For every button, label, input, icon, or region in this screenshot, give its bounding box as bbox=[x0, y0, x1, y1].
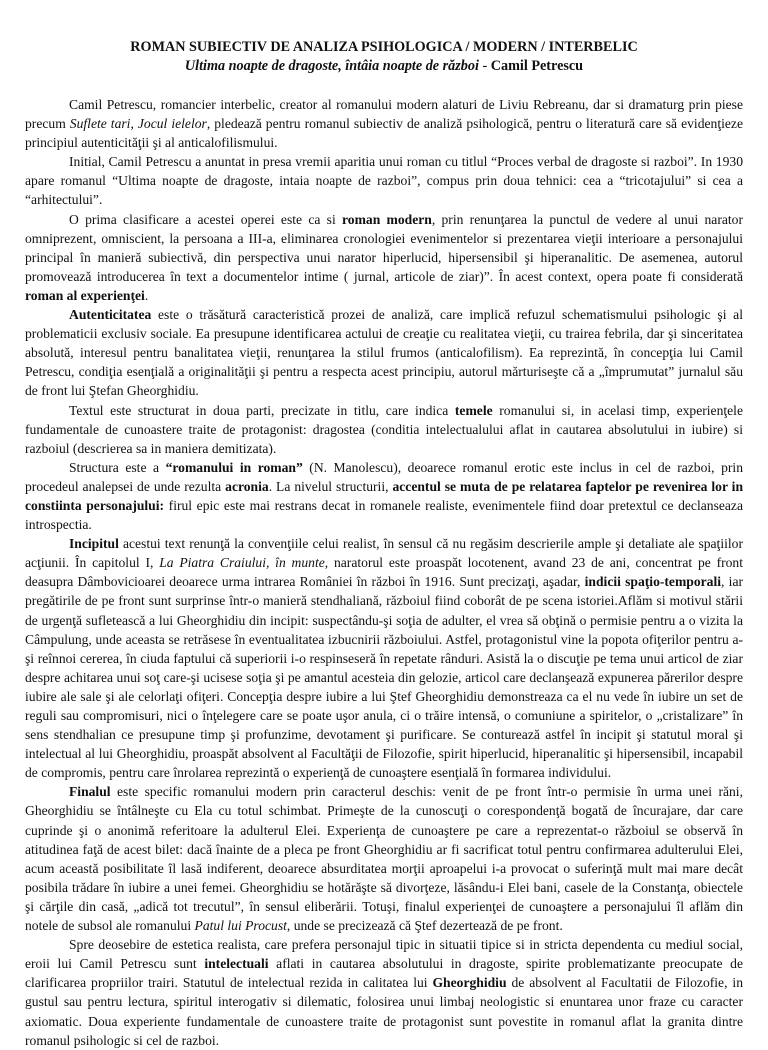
text-run: . bbox=[144, 287, 149, 303]
author-name: Camil Petrescu bbox=[490, 58, 584, 74]
paragraph bbox=[25, 401, 743, 458]
paragraph bbox=[25, 95, 743, 152]
text-run: firul epic este mai restrans decat in romanele realiste, evenimentele fiind doar pretextul ce declanseaza introspectia. bbox=[25, 497, 744, 533]
text-run: , naratorul este proaspăt locotenent, avand 23 de ani, concentrat pe front deasupra Dâmbovicioarei deoarece urma intrarea României în război în 1916. Sunt precizaţi, aşadar, bbox=[25, 555, 743, 590]
bold-text: Incipitul bbox=[69, 536, 119, 552]
subtitle-separator: - bbox=[478, 58, 491, 74]
bold-text: accentul se muta de pe relatarea faptelor pe revenirea lor in constiinta personajului: bbox=[25, 478, 744, 513]
paragraph bbox=[25, 305, 743, 400]
text-run: Initial, Camil Petrescu a anuntat in presa vremii aparitia unui roman cu titlul “Proces verbal de dragoste si razboi”. In 1930 apare romanul “Ultima noapte de dragoste, intaia noapte de razboi”, compus prin doua tehnici: cea a “tricotajului” si cea a “arhitectului”. bbox=[25, 154, 743, 208]
text-run: (N. Manolescu), deoarece romanul erotic este inclus in cel de razboi, prin procedeul analepsei de unde rezulta bbox=[25, 459, 743, 494]
paragraph bbox=[25, 534, 743, 782]
paragraph bbox=[25, 935, 743, 1050]
text-run: Structura este a bbox=[69, 459, 166, 475]
document-title: ROMAN SUBIECTIV DE ANALIZA PSIHOLOGICA / MODERN / INTERBELIC bbox=[130, 39, 638, 55]
bold-text: acronia bbox=[225, 478, 269, 494]
italic-text: La Piatra Craiului, în munte bbox=[159, 555, 325, 571]
text-run: este specific romanului modern prin caracterul deschis: venit de pe front într-o permisie în urma unei răni, Gheorghidiu se întâlneşte cu Ela cu totul schimbat. Primeşte de la cunoscuţi o corespondenţă bogată de încurajare, dar care cuprinde şi o anonimă referitoare la adulterul Elei. Experienţa de cunoaştere pe care a reprezentat-o războiul se observă în atitudinea faţă de acest bilet: dacă înainte de a pleca pe front Gheorghidiu ar fi sacrificat totul pentru confirmarea adulterului Elei, acum această posibilitate îl lasă indiferent, deoarece absurditatea morţii aproapelui i-a provocat o suferinţă mult mai mare decât posibila trădare în iubire a unei femei. Gheorghidiu se hotărăşte să divorţeze, lăsându-i Elei bani, casele de la Constanţa, obiectele şi cărţile din casă, „adică tot trecutul”, în sensul eliberării. Totuşi, finalul experienţei de cunoaştere a personajului îl aflăm din notele de subsol ale romanului bbox=[25, 784, 743, 934]
italic-text: Suflete tari, Jocul ielelor bbox=[69, 116, 207, 132]
paragraph bbox=[25, 458, 743, 534]
text-run: este o trăsătură caracteristică prozei de analiză, care implică refuzul schematismului psihologic şi al problematicii exclusiv sociale. Ea presupune identificarea actului de creaţie cu realitatea vieţii, cu trairea febrila, dar şi sinceritatea absolută, interesul pentru banalitatea vieţii, renunţarea la stilul frumos (anticalofilism). Ea reprezintă, în concepţia lui Camil Petrescu, condiţia esenţială a originalităţii şi pentru a respecta acest principiu, autorul mărturiseşte că a „împrumutat” jurnalul său de front lui Ştefan Gheorghidiu. bbox=[25, 307, 743, 399]
bold-text: Autenticitatea bbox=[69, 307, 152, 323]
bold-text: indicii spaţio-temporali bbox=[584, 574, 722, 590]
text-run: , unde se precizează că Ştef dezertează de pe front. bbox=[286, 918, 563, 934]
work-title: Ultima noapte de dragoste, întâia noapte de război bbox=[184, 58, 479, 74]
text-run: de absolvent al Facultatii de Filozofie, in gustul sau pentru lectura, spiritul interogativ si dilematic, folosirea unui limbaj neologistic si enuntarea unor fraze cu caracter axiomatic. Doua experiente fundamentale de cunoastere traite de protagonist sunt povestite in romanul aflat la granita dintre romanul psihologic si cel de razboi. bbox=[25, 975, 743, 1048]
text-run: , prin renunţarea la punctul de vedere al unui narator omniprezent, omniscient, la persoana a III-a, eliminarea cronologiei evenimentelor si prezentarea vieţii interioare a personajului principal în manieră subiectivă, din perspectiva unui narator hiperlucid, hipersensibil şi hiperanalitic. De asemenea, autorul promovează introducerea în text a documentelor intime ( jurnal, articole de ziar)”. În acest context, opera poate fi considerată bbox=[25, 211, 743, 284]
text-run: Camil Petrescu, romancier interbelic, creator al romanului modern alaturi de Liviu Rebreanu, dar si dramaturg prin piese precum bbox=[25, 97, 743, 132]
bold-text: Gheorghidiu bbox=[432, 975, 507, 991]
bold-text: “romanului in roman” bbox=[165, 459, 303, 475]
text-run: aflati in cautarea absolutului in dragoste, spirite problematizante preocupate de clarificarea propriilor trairi. Statutul de intelectual rezida in calitatea lui bbox=[25, 956, 743, 991]
bold-text: Finalul bbox=[69, 784, 111, 800]
text-run: , pledează pentru romanul subiectiv de analiză psihologică, pentru o literatură care să evidenţieze principiul autenticităţii şi al anticalofilismului. bbox=[25, 116, 743, 151]
bold-text: roman modern bbox=[342, 211, 432, 227]
text-run: . La nivelul structurii, bbox=[268, 478, 393, 494]
italic-text: Patul lui Procust bbox=[194, 918, 287, 934]
bold-text: roman al experienţei bbox=[25, 287, 145, 303]
bold-text: intelectuali bbox=[204, 956, 269, 972]
text-run: O prima clasificare a acestei operei este ca si bbox=[69, 211, 342, 227]
text-run: , iar pregătirile de pe front sunt surprinse într-o manieră stendhaliană, războiul fiind coborât de pe scena istoriei.Aflăm si motivul stării de urgenţă sufletească a lui Gheorghidiu din incipit: suspectându-şi soţia de adulter, el vrea să obţină o permisie pentru a o vizita la Câmpulung, unde aceasta se retrăsese în eventualitatea izbucnirii războiului. Astfel, protagonistul vine la popota ofiţerilor pentru a-şi reînnoi cererea, în ciuda faptului că superiorii i-o respinseseră în repetate rânduri. Asistă la o discuţie pe tema unui articol de ziar despre achitarea unui soţ care-şi ucisese soţia şi pe amantul acesteia din gelozie, articol care declanşează expunerea părerilor despre iubire ale sale şi ale celorlaţi ofiţeri. Concepţia despre iubire a lui Ştef Gheorghidiu demonstreaza ca el nu vede în iubire un set de reguli sau compromisuri, nici o înţelegere care se poate uşor anula, ci o trăire intensă, o comuniune a spiritelor, o „cristalizare” în sens stendhalian ce presupune timp şi profunzime, devotament şi purificare. Se conturează astfel în incipit şi statutul moral şi intelectual al lui Gheorghidiu, proaspăt absolvent al Facultăţii de Filozofie, spirit hiperlucid, hiperanalitic şi hipersensibil, incapabil de compromis, pentru care înrolarea reprezintă o experienţă de cunoaştere esenţială în formarea individului. bbox=[25, 574, 743, 781]
text-run: romanului si, in acelasi timp, experienţele fundamentale de cunoastere traite de protagonist: dragostea (conditia intelectualului aflat in cautarea absolutului in iubire) si razboiul (descrierea sa in maniera demitizata). bbox=[25, 402, 743, 456]
paragraph bbox=[25, 152, 743, 209]
text-run: Spre deosebire de estetica realista, care prefera personajul tipic in situatii tipice si in stricta dependenta cu mediul social, eroii lui Camil Petrescu sunt bbox=[25, 937, 743, 972]
document-body bbox=[25, 95, 743, 1050]
paragraph bbox=[25, 210, 743, 305]
bold-text: temele bbox=[454, 402, 493, 418]
text-run: Textul este structurat in doua parti, precizate in titlu, care indica bbox=[69, 402, 455, 418]
document-subtitle bbox=[25, 57, 743, 76]
paragraph bbox=[25, 782, 743, 935]
text-run: acestui text renunţă la convenţiile celui realist, în sensul că nu regăsim descrierile ample şi detaliate ale spaţiilor acţiunii. În capitolul I, bbox=[25, 536, 743, 571]
